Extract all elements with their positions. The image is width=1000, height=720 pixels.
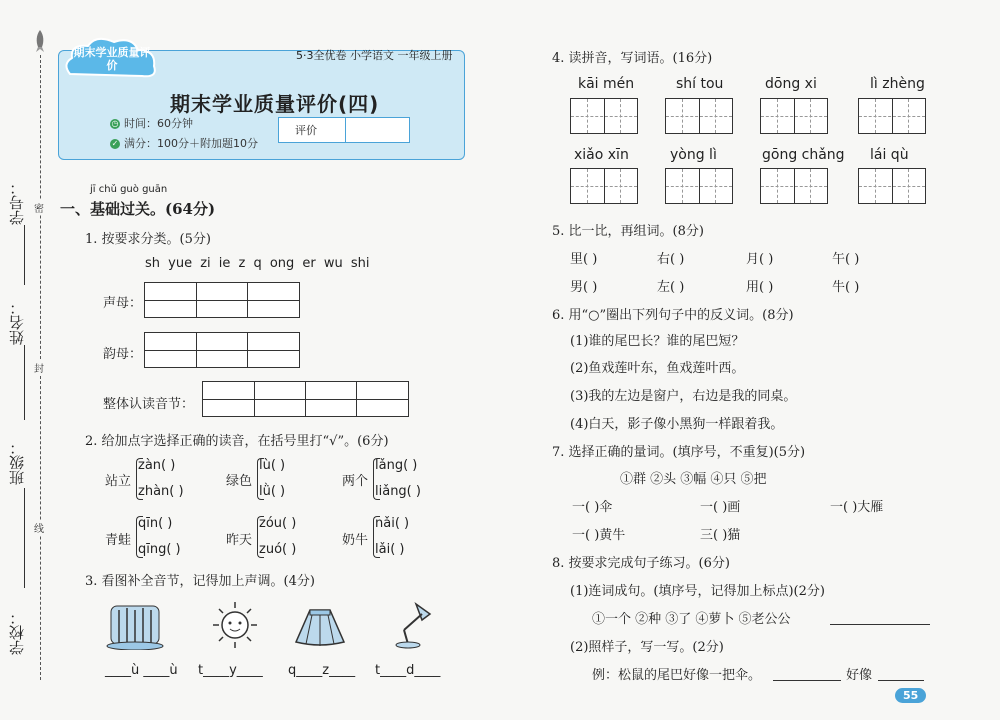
q1-shengmu-grid[interactable] [144,282,300,318]
q2-word: 两个 [342,474,369,489]
binding-xian: 线 [34,520,44,535]
q5-item[interactable]: 左( ) [657,280,685,295]
q5-item[interactable]: 牛( ) [832,280,860,295]
q1-yunmu-grid[interactable] [144,332,300,368]
clock-icon: ◷ [111,119,119,128]
q5-item[interactable]: 男( ) [570,280,598,295]
q6-line[interactable]: (2)鱼戏莲叶东，鱼戏莲叶西。 [570,361,745,376]
score-text: 满分：100分＋附加题10分 [124,137,258,150]
q6-line[interactable]: (3)我的左边是窗户，右边是我的同桌。 [570,389,797,404]
section1-pinyin: jī chǔ guò guān [90,184,168,195]
binding-number-line [24,225,25,285]
binding-feng: 封 [34,360,44,375]
q4-pinyin: gōng chǎng [762,147,845,163]
q4-tian-grid[interactable] [665,98,733,134]
q8-like: 好像 [846,668,873,683]
q2-opt[interactable]: lǜ( ) [259,484,286,499]
q7-options: ①群 ②头 ③幅 ④只 ⑤把 [620,472,767,487]
q2-title: 2. 给加点字选择正确的读音，在括号里打“√”。(6分) [85,434,389,449]
q8-answer-line[interactable] [830,624,930,625]
q1-letters: sh yue zi ie z q ong er wu shi [145,256,370,271]
q2-word: 绿色 [226,474,253,489]
q7-item[interactable]: 三( )猫 [700,528,741,543]
q5-item[interactable]: 右( ) [657,252,685,267]
q2-word: 青蛙 [105,533,132,548]
q5-item[interactable]: 午( ) [832,252,860,267]
q4-pinyin: shí tou [676,76,724,92]
q3-blank[interactable]: t____d____ [375,663,441,678]
q2-word: 昨天 [226,533,253,548]
binding-school-label: 学校： [8,610,26,655]
q5-title: 5. 比一比，再组词。(8分) [552,224,704,239]
score-info [110,135,258,151]
q6-line[interactable]: (4)白天，影子像小黑狗一样跟着我。 [570,417,784,432]
q2-opt[interactable]: zóu( ) [259,516,297,531]
q8-blank-2[interactable] [878,680,924,681]
binding-mi: 密 [34,200,44,215]
evaluation-box[interactable] [278,117,410,143]
badge-text: 期末学业质量评价 [73,46,151,72]
q4-tian-grid[interactable] [858,98,926,134]
q7-item[interactable]: 一( )黄牛 [572,528,626,543]
q1-title: 1. 按要求分类。(5分) [85,232,211,247]
q2-opt[interactable]: lù( ) [259,458,286,473]
binding-class-line [24,488,25,588]
q2-opt[interactable]: liǎng( ) [375,484,421,499]
sun-icon [205,600,265,650]
q4-pinyin: xiǎo xīn [574,147,629,163]
q8-sub2: (2)照样子，写一写。(2分) [570,640,724,655]
q4-pinyin: lì zhèng [870,76,925,92]
q8-sub1-options: ①一个 ②种 ③了 ④萝卜 ⑤老公公 [592,612,791,627]
q4-tian-grid[interactable] [665,168,733,204]
q7-item[interactable]: 一( )伞 [572,500,613,515]
q5-item[interactable]: 月( ) [746,252,774,267]
q6-line[interactable]: (1)谁的尾巴长？谁的尾巴短？ [570,334,745,349]
q3-title: 3. 看图补全音节，记得加上声调。(4分) [85,574,315,589]
q2-opt[interactable]: zàn( ) [138,458,176,473]
q2-opt[interactable]: qīng( ) [138,542,181,557]
q3-blank[interactable]: q____z____ [288,663,356,678]
q4-tian-grid[interactable] [760,98,828,134]
q7-item[interactable]: 一( )大雁 [830,500,884,515]
q8-title: 8. 按要求完成句子练习。(6分) [552,556,730,571]
q2-opt[interactable]: qīn( ) [138,516,173,531]
q5-item[interactable]: 用( ) [746,280,774,295]
q2-opt[interactable]: nǎi( ) [375,516,410,531]
q3-blank[interactable]: t____y____ [198,663,263,678]
binding-name-label: 姓名： [8,300,26,345]
q8-blank-1[interactable] [773,680,841,681]
desk-lamp-icon [380,600,440,650]
q2-opt[interactable]: lǎi( ) [375,542,405,557]
q4-pinyin: yòng lì [670,147,717,163]
evaluation-label: 评价 [295,124,317,137]
q7-item[interactable]: 一( )画 [700,500,741,515]
q7-title: 7. 选择正确的量词。(填序号，不重复)(5分) [552,445,806,460]
q4-pinyin: kāi mén [578,76,635,92]
q2-opt[interactable]: lǎng( ) [375,458,418,473]
q8-sub1: (1)连词成句。(填序号，记得加上标点)(2分) [570,584,825,599]
page-title: 期末学业质量评价(四) [170,92,380,116]
q4-tian-grid[interactable] [858,168,926,204]
q2-word: 站立 [105,474,132,489]
q1-zhengti-grid[interactable] [202,381,409,417]
q3-blank[interactable]: ____ù ____ù [105,663,178,678]
binding-name-line [24,345,25,420]
q4-title: 4. 读拼音，写词语。(16分) [552,51,713,66]
q1-yunmu-label: 韵母： [103,347,143,362]
binding-class-label: 班级： [8,440,26,485]
q4-pinyin: dōng xi [765,76,817,92]
time-info [110,115,193,131]
section1-title: 一、基础过关。(64分) [60,200,216,218]
q8-example: 例：松鼠的尾巴好像一把伞。 [592,668,762,683]
q4-pinyin: lái qù [870,147,909,163]
q1-zhengti-label: 整体认读音节： [103,397,195,412]
skirt-icon [290,600,350,650]
binding-number-label: 学号： [8,180,26,225]
q4-tian-grid[interactable] [570,98,638,134]
q2-opt[interactable]: zuó( ) [259,542,297,557]
q2-word: 奶牛 [342,533,369,548]
time-text: 时间：60分钟 [124,117,193,130]
series-label: 5·3全优卷 小学语文 一年级上册 [296,49,453,62]
q2-opt[interactable]: zhàn( ) [138,484,184,499]
q5-item[interactable]: 里( ) [570,252,598,267]
q4-tian-grid[interactable] [570,168,638,204]
waterfall-icon [105,600,165,650]
page-number: 55 [895,688,926,703]
check-icon: ✓ [111,139,119,148]
q4-tian-grid[interactable] [760,168,828,204]
q1-shengmu-label: 声母： [103,296,143,311]
rocket-icon [33,30,47,54]
q6-title: 6. 用“○”圈出下列句子中的反义词。(8分) [552,308,794,323]
